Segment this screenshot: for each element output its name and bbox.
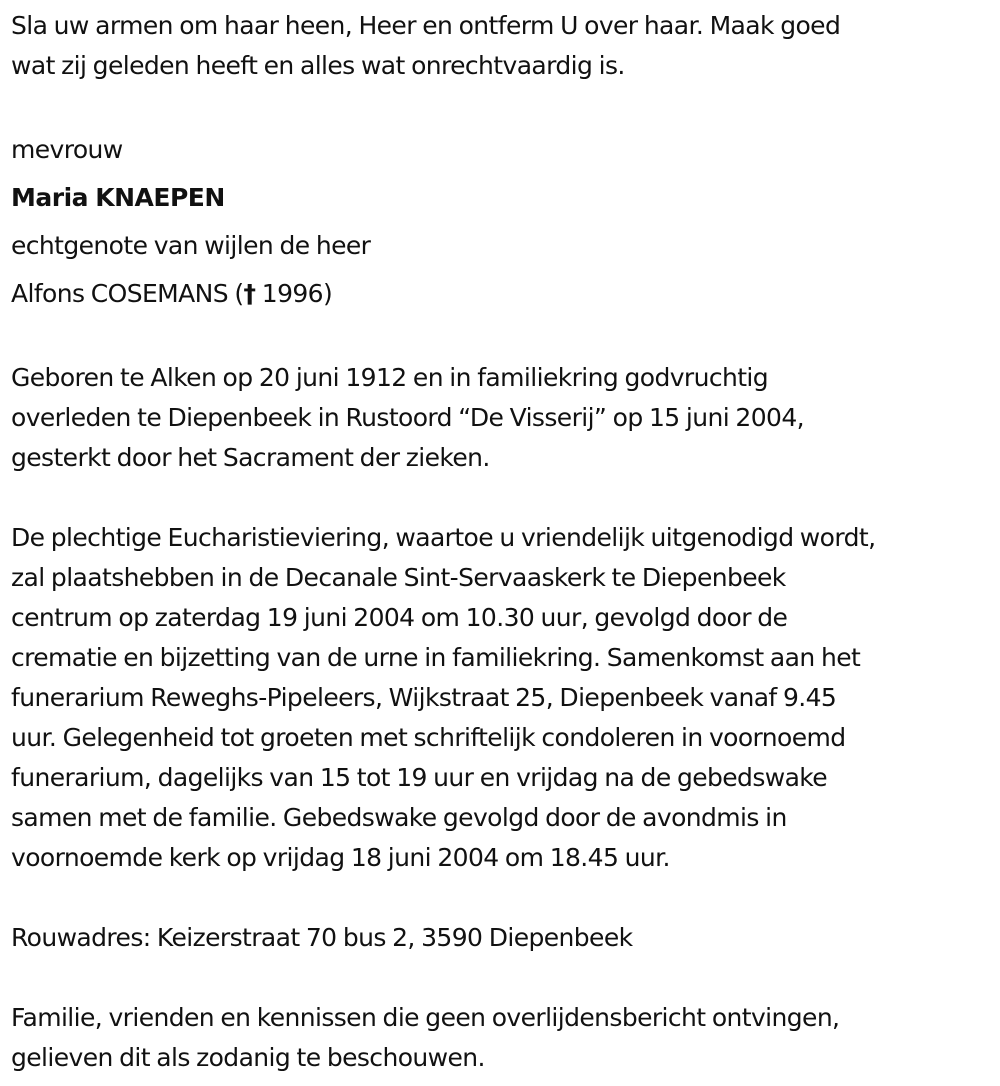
birth-death-paragraph <box>11 358 996 478</box>
ceremony-paragraph <box>11 518 996 878</box>
closing-line: Familie, vrienden en kennissen die geen overlijdensbericht ontvingen, <box>11 1003 840 1032</box>
prayer-line: wat zij geleden heeft en alles wat onrechtvaardig is. <box>11 51 625 80</box>
spouse-line <box>11 270 996 318</box>
deceased-name: Maria KNAEPEN <box>11 183 225 212</box>
ceremony-line: voornoemde kerk op vrijdag 18 juni 2004 om 18.45 uur. <box>11 843 670 872</box>
deceased-title: mevrouw <box>11 135 123 164</box>
closing-paragraph <box>11 998 996 1078</box>
prayer-line: Sla uw armen om haar heen, Heer en ontferm U over haar. Maak goed <box>11 11 841 40</box>
ceremony-line: centrum op zaterdag 19 juni 2004 om 10.30 uur, gevolgd door de <box>11 603 788 632</box>
obituary-text <box>11 6 996 1078</box>
spouse-name: Alfons COSEMANS ( <box>11 279 244 308</box>
birth-death-line: Geboren te Alken op 20 juni 1912 en in familiekring godvruchtig <box>11 363 769 392</box>
cross-icon: † <box>243 279 256 308</box>
ceremony-line: samen met de familie. Gebedswake gevolgd door de avondmis in <box>11 803 787 832</box>
ceremony-line: zal plaatshebben in de Decanale Sint-Servaaskerk te Diepenbeek <box>11 563 786 592</box>
prayer-paragraph <box>11 6 996 86</box>
mourning-address: Rouwadres: Keizerstraat 70 bus 2, 3590 Diepenbeek <box>11 923 633 952</box>
ceremony-line: funerarium, dagelijks van 15 tot 19 uur en vrijdag na de gebedswake <box>11 763 828 792</box>
birth-death-line: overleden te Diepenbeek in Rustoord “De Visserij” op 15 juni 2004, <box>11 403 805 432</box>
deceased-block <box>11 126 996 318</box>
spouse-year: 1996) <box>255 279 333 308</box>
ceremony-line: uur. Gelegenheid tot groeten met schriftelijk condoleren in voornoemd <box>11 723 846 752</box>
ceremony-line: De plechtige Eucharistieviering, waartoe u vriendelijk uitgenodigd wordt, <box>11 523 876 552</box>
deceased-relation: echtgenote van wijlen de heer <box>11 231 371 260</box>
birth-death-line: gesterkt door het Sacrament der zieken. <box>11 443 490 472</box>
ceremony-line: crematie en bijzetting van de urne in familiekring. Samenkomst aan het <box>11 643 861 672</box>
ceremony-line: funerarium Reweghs-Pipeleers, Wijkstraat 25, Diepenbeek vanaf 9.45 <box>11 683 837 712</box>
closing-line: gelieven dit als zodanig te beschouwen. <box>11 1043 485 1072</box>
